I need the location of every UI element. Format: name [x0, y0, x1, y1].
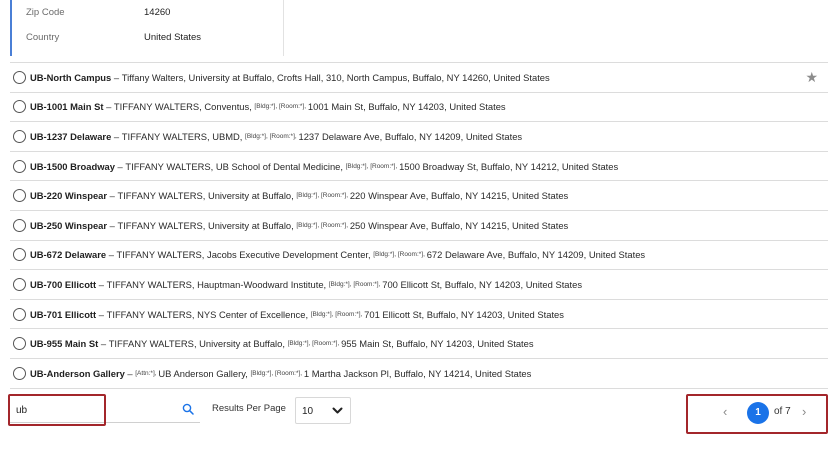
address-placeholder-tag: [Room:*],	[278, 103, 308, 111]
address-part: Buffalo, NY 14203,	[368, 101, 450, 113]
address-placeholder-tag: [Room:*],	[335, 310, 365, 318]
address-placeholder-tag: [Bldg:*],	[296, 221, 321, 229]
address-row[interactable]	[10, 270, 828, 300]
address-radio[interactable]	[13, 219, 26, 232]
address-name: UB-701 Ellicott	[30, 308, 97, 320]
address-part: Buffalo, NY 14203,	[426, 308, 508, 320]
address-part: United States	[561, 160, 619, 172]
address-part: 310,	[325, 71, 347, 83]
address-name: UB-700 Ellicott	[30, 278, 97, 290]
address-separator: –	[107, 219, 118, 231]
address-separator: –	[107, 190, 118, 202]
address-row[interactable]	[10, 329, 828, 359]
address-part: TIFFANY WALTERS,	[125, 160, 216, 172]
address-part: Jacobs Executive Development Center,	[207, 249, 374, 261]
address-radio[interactable]	[13, 367, 26, 380]
address-part: United States	[477, 338, 534, 350]
address-name: UB-Anderson Gallery	[30, 367, 125, 379]
address-part: University at Buffalo,	[188, 71, 277, 83]
address-part: TIFFANY WALTERS,	[116, 249, 207, 261]
address-row[interactable]	[10, 359, 828, 389]
address-placeholder-tag: [Bldg:*],	[328, 280, 354, 288]
address-placeholder-tag: [Room:*],	[397, 251, 427, 259]
address-name: UB-672 Delaware	[30, 249, 107, 261]
address-radio[interactable]	[13, 130, 26, 143]
address-name: UB-1237 Delaware	[30, 130, 112, 142]
address-placeholder-tag: [Room:*],	[269, 132, 299, 140]
address-part: United States	[507, 308, 564, 320]
address-list	[10, 62, 828, 389]
address-radio[interactable]	[13, 248, 26, 261]
address-part: Buffalo, NY 14209,	[384, 130, 466, 142]
address-placeholder-tag: [Room:*],	[370, 162, 400, 170]
address-radio[interactable]	[13, 71, 26, 84]
address-placeholder-tag: [Bldg:*],	[373, 251, 398, 259]
address-part: TIFFANY WALTERS,	[117, 190, 208, 202]
zip-code-value: 14260	[144, 7, 171, 18]
address-placeholder-tag: [Room:*],	[320, 221, 350, 229]
pagination	[686, 394, 828, 434]
address-part: United States	[475, 367, 532, 379]
address-part: UB Anderson Gallery,	[158, 367, 251, 379]
search-icon[interactable]	[182, 403, 194, 415]
address-part: 1 Martha Jackson Pl,	[303, 367, 395, 379]
address-name: UB-1500 Broadway	[30, 160, 115, 172]
address-part: Buffalo, NY 14209,	[507, 249, 589, 261]
address-part: Buffalo, NY 14212,	[480, 160, 562, 172]
address-part: United States	[511, 219, 569, 231]
address-part: 220 Winspear Ave,	[349, 190, 431, 202]
address-name: UB-1001 Main St	[30, 101, 104, 113]
address-row[interactable]	[10, 181, 828, 211]
address-part: 955 Main St,	[341, 338, 397, 350]
zip-code-label: Zip Code	[26, 7, 65, 18]
address-row[interactable]	[10, 211, 828, 241]
address-part: TIFFANY WALTERS,	[113, 101, 205, 113]
address-separator: –	[111, 130, 122, 142]
address-part: University at Buffalo,	[199, 338, 288, 350]
address-placeholder-tag: [Bldg:*],	[254, 103, 279, 111]
address-name: UB-955 Main St	[30, 338, 99, 350]
star-icon[interactable]: ★	[805, 69, 818, 85]
address-separator: –	[106, 249, 117, 261]
address-part: University at Buffalo,	[207, 190, 297, 202]
country-value: United States	[144, 32, 202, 43]
address-part: United States	[449, 101, 506, 113]
previous-page-button[interactable]: ‹	[723, 404, 728, 419]
address-row[interactable]	[10, 300, 828, 330]
address-part: Buffalo, NY 14215,	[430, 219, 512, 231]
address-separator: –	[103, 101, 114, 113]
address-row[interactable]	[10, 152, 828, 182]
address-part: TIFFANY WALTERS,	[121, 130, 213, 142]
address-part: United States	[493, 71, 550, 83]
address-part: UBMD,	[212, 130, 246, 142]
address-separator: –	[98, 338, 109, 350]
address-part: North Campus,	[346, 71, 413, 83]
address-placeholder-tag: [Attn:*],	[135, 369, 159, 377]
country-label: Country	[26, 32, 60, 43]
address-placeholder-tag: [Bldg:*],	[345, 162, 371, 170]
address-detail-card	[10, 0, 284, 56]
address-part: 1500 Broadway St,	[399, 160, 481, 172]
address-part: 701 Ellicott St,	[364, 308, 427, 320]
address-part: TIFFANY WALTERS,	[117, 219, 208, 231]
address-placeholder-tag: [Room:*],	[312, 340, 342, 348]
address-part: UB School of Dental Medicine,	[215, 160, 346, 172]
address-part: TIFFANY WALTERS,	[108, 338, 200, 350]
address-row[interactable]	[10, 241, 828, 271]
address-part: TIFFANY WALTERS,	[106, 278, 198, 290]
address-part: University at Buffalo,	[207, 219, 297, 231]
address-part: TIFFANY WALTERS,	[106, 308, 198, 320]
address-part: Buffalo, NY 14215,	[430, 190, 512, 202]
address-part: Buffalo, NY 14260,	[412, 71, 494, 83]
address-part: United States	[588, 249, 646, 261]
address-part: 700 Ellicott St,	[382, 278, 445, 290]
chevron-down-icon	[332, 407, 343, 415]
address-row[interactable]	[10, 63, 828, 93]
address-part: United States	[525, 278, 583, 290]
address-part: NYS Center of Excellence,	[197, 308, 311, 320]
address-placeholder-tag: [Room:*],	[320, 192, 350, 200]
address-row[interactable]	[10, 122, 828, 152]
current-page-button[interactable]: 1	[747, 402, 769, 424]
address-placeholder-tag: [Bldg:*],	[250, 369, 276, 377]
address-part: Tiffany Walters,	[121, 71, 189, 83]
address-radio[interactable]	[13, 100, 26, 113]
address-separator: –	[111, 71, 122, 83]
address-part: 1001 Main St,	[307, 101, 369, 113]
address-radio[interactable]	[13, 160, 26, 173]
address-radio[interactable]	[13, 308, 26, 321]
results-per-page-select[interactable]	[295, 397, 351, 424]
address-separator: –	[96, 278, 107, 290]
page-count-text: of 7	[774, 406, 791, 417]
address-radio[interactable]	[13, 337, 26, 350]
search-input[interactable]	[16, 400, 166, 420]
address-part: 1237 Delaware Ave,	[298, 130, 385, 142]
address-row[interactable]	[10, 93, 828, 123]
results-per-page-label: Results Per Page	[212, 403, 286, 414]
address-placeholder-tag: [Bldg:*],	[310, 310, 336, 318]
next-page-button[interactable]: ›	[802, 404, 807, 419]
address-part: Buffalo, NY 14214,	[394, 367, 476, 379]
address-part: United States	[465, 130, 523, 142]
address-separator: –	[124, 367, 136, 379]
address-part: Buffalo, NY 14203,	[444, 278, 526, 290]
results-per-page-value: 10	[302, 406, 314, 417]
address-placeholder-tag: [Bldg:*],	[296, 192, 321, 200]
address-separator: –	[114, 160, 126, 172]
address-part: 250 Winspear Ave,	[349, 219, 431, 231]
address-name: UB-North Campus	[30, 71, 112, 83]
address-placeholder-tag: [Bldg:*],	[287, 340, 313, 348]
address-part: United States	[511, 190, 569, 202]
address-part: Hauptman-Woodward Institute,	[197, 278, 329, 290]
address-radio[interactable]	[13, 189, 26, 202]
address-placeholder-tag: [Bldg:*],	[245, 132, 270, 140]
address-placeholder-tag: [Room:*],	[353, 280, 383, 288]
address-placeholder-tag: [Room:*],	[275, 369, 304, 377]
address-name: UB-220 Winspear	[30, 190, 108, 202]
search-box	[10, 396, 200, 423]
address-part: Conventus,	[204, 101, 255, 113]
address-part: 672 Delaware Ave,	[426, 249, 508, 261]
address-separator: –	[96, 308, 107, 320]
address-name: UB-250 Winspear	[30, 219, 108, 231]
address-part: Buffalo, NY 14203,	[396, 338, 478, 350]
address-radio[interactable]	[13, 278, 26, 291]
address-part: Crofts Hall,	[276, 71, 326, 83]
